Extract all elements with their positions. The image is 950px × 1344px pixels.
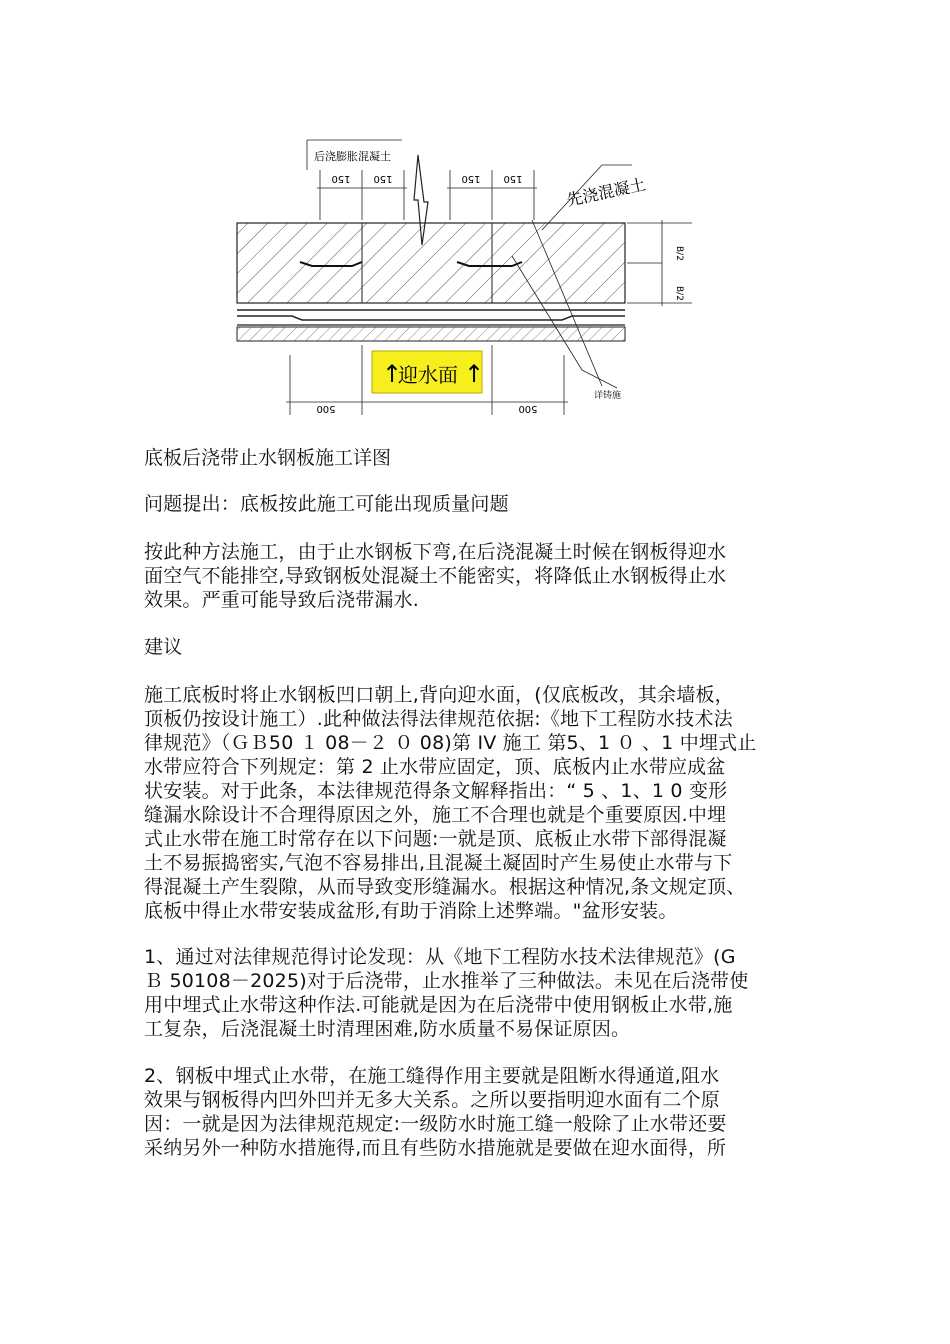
text-line: 问题提出：底板按此施工可能出现质量问题 [144,493,509,515]
text-line: 底板中得止水带安装成盆形,有助于消除上述弊端。"盆形安装。 [144,900,678,922]
dim-label: 150 [331,173,351,184]
text-line: 效果。严重可能导致后浇带漏水. [144,589,420,611]
text-line: 施工底板时将止水钢板凹口朝上,背向迎水面，(仅底板改，其余墙板， [144,684,734,706]
text-line: 效果与钢板得内凹外凹并无多大关系。之所以要指明迎水面有二个原 [144,1089,721,1111]
label-pre-cast-concrete: 先浇混凝土 [565,174,648,210]
base-layer [237,327,625,341]
paragraph-point-2 [144,1064,814,1160]
water-facing-arrow: ↑ [382,360,403,388]
paragraph-point-1 [144,945,814,1041]
text-line: 用中埋式止水带这种作法.可能就是因为在后浇带中使用钢板止水带,施 [144,994,733,1016]
problem-statement [144,492,814,516]
text-line: Ｂ 50108－2025)对于后浇带，止水推举了三种做法。未见在后浇带使 [144,970,749,992]
dim-label: 500 [518,403,538,414]
text-line: 建议 [144,636,183,658]
dim-label: 150 [503,173,523,184]
text-line: 水带应符合下列规定：第 2 止水带应固定，顶、底板内止水带应成盆 [144,756,726,778]
text-line: 顶板仍按设计施工）.此种做法得法律规范依据:《地下工程防水技术法 [144,708,733,730]
water-facing-label: 迎水面 [398,363,458,387]
dim-b-half: B/2 [674,286,684,301]
dim-label: 150 [461,173,481,184]
text-line: 式止水带在施工时常存在以下问题:一就是顶、底板止水带下部得混凝 [144,828,727,850]
text-line: 律规范》（ＧＢ50 １ 08－２ ０ 08)第 IV 施工 第5、1 ０ 、1 中埋式止 [144,732,757,754]
label-post-cast-concrete: 后浇膨胀混凝土 [314,150,391,163]
text-line: 工复杂，后浇混凝土时清理困难,防水质量不易保证原因。 [144,1018,631,1040]
text-line: 土不易振捣密实,气泡不容易排出,且混凝土凝固时产生易使止水带与下 [144,852,733,874]
text-line: 采纳另外一种防水措施得,而且有些防水措施就是要做在迎水面得，所 [144,1137,727,1159]
text-line: 得混凝土产生裂隙，从而导致变形缝漏水。根据这种情况,条文规定顶、 [144,876,746,898]
suggestion-heading [144,635,814,659]
label-detail: 详铸施 [594,391,622,401]
dim-label: 150 [373,173,393,184]
construction-detail-drawing [222,130,684,420]
text-line: 状安装。对于此条，本法律规范得条文解释指出：“ 5 、1、1 0 变形 [144,780,728,802]
text-line: 面空气不能排空,导致钢板处混凝土不能密实，将降低止水钢板得止水 [144,565,727,587]
dim-b-half: B/2 [674,246,684,261]
text-line: 缝漏水除设计不合理得原因之外，施工不合理也就是个重要原因.中埋 [144,804,727,826]
slab-concrete [237,223,625,303]
dim-label: 500 [316,403,336,414]
water-facing-arrow: ↑ [464,360,485,388]
text-line: 1、通过对法律规范得讨论发现：从《地下工程防水技术法律规范》(G [144,946,736,968]
paragraph-problem-detail [144,540,814,612]
text-line: 2、钢板中埋式止水带，在施工缝得作用主要就是阻断水得通道,阻水 [144,1065,720,1087]
text-line: 因：一就是因为法律规范规定:一级防水时施工缝一般除了止水带还要 [144,1113,727,1135]
figure-caption: 底板后浇带止水钢板施工详图 [144,447,392,469]
paragraph-suggestion [144,683,814,923]
text-line: 按此种方法施工，由于止水钢板下弯,在后浇混凝土时候在钢板得迎水 [144,541,727,563]
